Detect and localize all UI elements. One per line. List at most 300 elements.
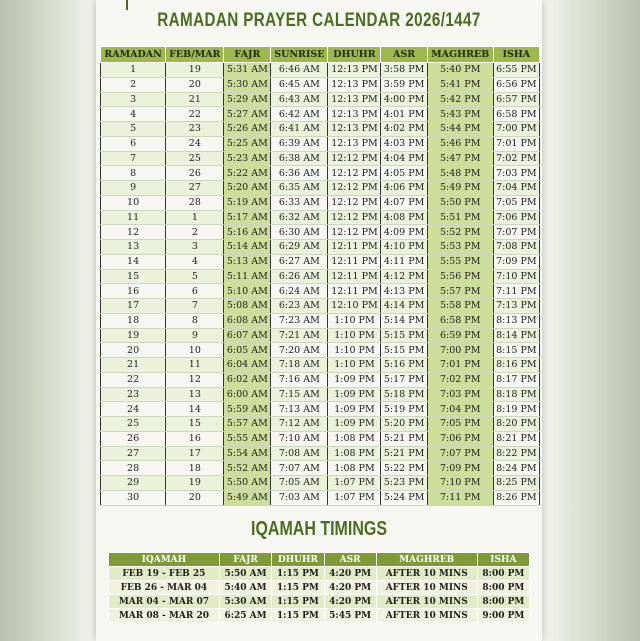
table-cell: 10 (166, 343, 224, 358)
table-cell: 19 (166, 63, 224, 78)
table-cell: 24 (101, 402, 166, 417)
table-cell: 12:13 PM (328, 77, 381, 92)
table-cell: 5:40 PM (427, 63, 493, 78)
table-cell: 5:53 PM (427, 240, 493, 255)
table-row (101, 328, 540, 343)
table-cell: 6:02 AM (224, 372, 271, 387)
table-cell: 12:12 PM (328, 181, 381, 196)
table-cell: 8:15 PM (493, 343, 539, 358)
table-cell: MAR 04 - MAR 07 (109, 595, 220, 609)
table-cell: 7:02 PM (427, 372, 493, 387)
table-row (101, 136, 540, 151)
table-cell: 8:17 PM (493, 372, 539, 387)
table-cell: 5:29 AM (224, 92, 271, 107)
table-cell: 6:05 AM (224, 343, 271, 358)
table-cell: 8:20 PM (493, 417, 539, 432)
table-cell: 7:00 PM (427, 343, 493, 358)
table-cell: 8:14 PM (493, 328, 539, 343)
table-cell: 6:55 PM (493, 63, 539, 78)
table-cell: 28 (101, 461, 166, 476)
table-cell: 4:20 PM (324, 595, 376, 609)
table-cell: 5:16 AM (224, 225, 271, 240)
table-cell: 5:14 PM (381, 313, 427, 328)
table-cell: 15 (101, 269, 166, 284)
table-cell: 5:13 AM (224, 254, 271, 269)
table-cell: 1:09 PM (328, 387, 381, 402)
table-cell: 8:16 PM (493, 358, 539, 373)
table-cell: 28 (166, 195, 224, 210)
table-cell: 12 (101, 225, 166, 240)
table-cell: 8 (101, 166, 166, 181)
table-cell: 5:15 PM (381, 328, 427, 343)
table-cell: 7:07 AM (271, 461, 328, 476)
table-cell: 25 (101, 417, 166, 432)
table-cell: 11 (166, 358, 224, 373)
table-cell: 8:22 PM (493, 446, 539, 461)
table-cell: 4:14 PM (381, 299, 427, 314)
table-cell: 22 (101, 372, 166, 387)
table-cell: 10 (101, 195, 166, 210)
table-cell: 8:21 PM (493, 431, 539, 446)
table-cell: 1:07 PM (328, 476, 381, 491)
table-cell: 7:04 PM (427, 402, 493, 417)
table-cell: 5:59 AM (224, 402, 271, 417)
table-cell: 4:05 PM (381, 166, 427, 181)
table-cell: 5:25 AM (224, 136, 271, 151)
table-cell: 6:46 AM (271, 63, 328, 78)
table-cell: 6:32 AM (271, 210, 328, 225)
table-cell: 4 (166, 254, 224, 269)
table-cell: 12:13 PM (328, 107, 381, 122)
table-cell: 5:21 PM (381, 431, 427, 446)
table-row (101, 490, 540, 505)
table-cell: 5:40 AM (219, 581, 271, 595)
table-cell: 25 (166, 151, 224, 166)
table-cell: 5:19 AM (224, 195, 271, 210)
table-cell: 4:11 PM (381, 254, 427, 269)
table-cell: 7 (166, 299, 224, 314)
table-row (101, 461, 540, 476)
table-header-row (101, 47, 540, 63)
column-header: FAJR (219, 553, 271, 567)
table-cell: 4:09 PM (381, 225, 427, 240)
table-cell: 8:26 PM (493, 490, 539, 505)
column-header: DHUHR (328, 47, 381, 63)
table-cell: 5:51 PM (427, 210, 493, 225)
table-cell: 1:15 PM (272, 595, 324, 609)
table-cell: 6:30 AM (271, 225, 328, 240)
table-row (101, 417, 540, 432)
table-cell: 5:17 AM (224, 210, 271, 225)
table-cell: 1:08 PM (328, 446, 381, 461)
table-cell: 5:24 PM (381, 490, 427, 505)
table-cell: FEB 19 - FEB 25 (109, 567, 220, 581)
table-cell: 7:06 PM (493, 210, 539, 225)
table-cell: 1:15 PM (272, 567, 324, 581)
table-row (101, 151, 540, 166)
table-cell: 6 (101, 136, 166, 151)
table-cell: 6:36 AM (271, 166, 328, 181)
table-cell: 23 (101, 387, 166, 402)
table-cell: 1:09 PM (328, 402, 381, 417)
table-row (101, 372, 540, 387)
table-cell: 5:57 PM (427, 284, 493, 299)
table-cell: 1:08 PM (328, 461, 381, 476)
table-row (101, 181, 540, 196)
table-cell: 6:39 AM (271, 136, 328, 151)
table-row (101, 431, 540, 446)
table-cell: 1:10 PM (328, 358, 381, 373)
table-cell: 4:12 PM (381, 269, 427, 284)
table-cell: 6:07 AM (224, 328, 271, 343)
table-cell: 7:01 PM (427, 358, 493, 373)
table-cell: 5 (101, 122, 166, 137)
table-cell: 8:18 PM (493, 387, 539, 402)
table-cell: 12:11 PM (328, 254, 381, 269)
table-cell: 4:10 PM (381, 240, 427, 255)
table-cell: 6:38 AM (271, 151, 328, 166)
table-cell: 12:11 PM (328, 269, 381, 284)
table-cell: 12:13 PM (328, 63, 381, 78)
table-cell: 20 (101, 343, 166, 358)
column-header: MAGHREB (427, 47, 493, 63)
table-cell: 5:11 AM (224, 269, 271, 284)
table-cell: AFTER 10 MINS (376, 595, 477, 609)
table-row (101, 92, 540, 107)
table-cell: 4:07 PM (381, 195, 427, 210)
table-cell: 16 (166, 431, 224, 446)
table-cell: 12:10 PM (328, 299, 381, 314)
table-cell: 7:20 AM (271, 343, 328, 358)
table-cell: 1:15 PM (272, 609, 324, 623)
table-cell: 26 (166, 166, 224, 181)
table-cell: 5:55 AM (224, 431, 271, 446)
table-cell: 9 (166, 328, 224, 343)
table-row (109, 595, 530, 609)
table-cell: 7:02 PM (493, 151, 539, 166)
table-cell: 8:25 PM (493, 476, 539, 491)
table-cell: 5:52 AM (224, 461, 271, 476)
table-row (101, 195, 540, 210)
table-cell: 5:48 PM (427, 166, 493, 181)
table-cell: 12:12 PM (328, 166, 381, 181)
table-cell: 7:08 PM (493, 240, 539, 255)
table-cell: 16 (101, 284, 166, 299)
table-cell: 14 (166, 402, 224, 417)
table-cell: 5:10 AM (224, 284, 271, 299)
table-cell: 12:12 PM (328, 210, 381, 225)
table-cell: 23 (166, 122, 224, 137)
table-cell: 7:05 AM (271, 476, 328, 491)
table-cell: 7 (101, 151, 166, 166)
table-cell: 5:15 PM (381, 343, 427, 358)
table-cell: AFTER 10 MINS (376, 581, 477, 595)
table-cell: 6:58 PM (427, 313, 493, 328)
table-cell: 1:10 PM (328, 328, 381, 343)
table-cell: 4:20 PM (324, 567, 376, 581)
table-cell: 6:35 AM (271, 181, 328, 196)
table-row (101, 77, 540, 92)
table-cell: 5:19 PM (381, 402, 427, 417)
table-header-row (109, 553, 530, 567)
table-row (101, 313, 540, 328)
table-cell: 12:11 PM (328, 284, 381, 299)
table-cell: 4:03 PM (381, 136, 427, 151)
table-cell: 5 (166, 269, 224, 284)
table-cell: 4:00 PM (381, 92, 427, 107)
table-cell: 5:18 PM (381, 387, 427, 402)
table-cell: 4 (101, 107, 166, 122)
table-cell: 5:30 AM (224, 77, 271, 92)
table-cell: 8:00 PM (477, 595, 529, 609)
table-cell: 8:00 PM (477, 567, 529, 581)
table-cell: AFTER 10 MINS (376, 609, 477, 623)
table-cell: 7:06 PM (427, 431, 493, 446)
table-cell: 5:45 PM (324, 609, 376, 623)
table-cell: 6:42 AM (271, 107, 328, 122)
table-cell: 4:06 PM (381, 181, 427, 196)
table-cell: 8:00 PM (477, 581, 529, 595)
table-cell: 5:50 PM (427, 195, 493, 210)
table-cell: 18 (166, 461, 224, 476)
table-cell: 6:04 AM (224, 358, 271, 373)
table-cell: 5:54 AM (224, 446, 271, 461)
table-row (101, 476, 540, 491)
column-header: ISHA (477, 553, 529, 567)
table-cell: 12 (166, 372, 224, 387)
leaf-icon (126, 0, 128, 10)
table-cell: 6:00 AM (224, 387, 271, 402)
column-header: ASR (324, 553, 376, 567)
table-cell: 7:07 PM (493, 225, 539, 240)
column-header: DHUHR (272, 553, 324, 567)
table-cell: 27 (166, 181, 224, 196)
table-cell: AFTER 10 MINS (376, 567, 477, 581)
table-cell: 5:23 PM (381, 476, 427, 491)
table-cell: 14 (101, 254, 166, 269)
table-row (101, 225, 540, 240)
table-cell: 5:55 PM (427, 254, 493, 269)
table-cell: 9 (101, 181, 166, 196)
table-cell: 5:41 PM (427, 77, 493, 92)
column-header: FEB/MAR (166, 47, 224, 63)
table-cell: 30 (101, 490, 166, 505)
table-cell: 7:10 PM (493, 269, 539, 284)
table-cell: 1:09 PM (328, 372, 381, 387)
column-header: FAJR (224, 47, 271, 63)
table-cell: 5:46 PM (427, 136, 493, 151)
table-cell: 13 (101, 240, 166, 255)
iqamah-table (108, 552, 530, 623)
table-row (101, 284, 540, 299)
table-cell: 5:26 AM (224, 122, 271, 137)
table-cell: 7:07 PM (427, 446, 493, 461)
table-cell: 3:59 PM (381, 77, 427, 92)
table-cell: 6:08 AM (224, 313, 271, 328)
table-row (101, 269, 540, 284)
table-cell: 6:58 PM (493, 107, 539, 122)
table-cell: 7:12 AM (271, 417, 328, 432)
calendar-sheet (96, 0, 542, 641)
table-cell: MAR 08 - MAR 20 (109, 609, 220, 623)
column-header: RAMADAN (101, 47, 166, 63)
table-cell: 19 (101, 328, 166, 343)
column-header: IQAMAH (109, 553, 220, 567)
table-row (101, 387, 540, 402)
table-cell: 5:52 PM (427, 225, 493, 240)
table-cell: 9:00 PM (477, 609, 529, 623)
table-cell: 5:50 AM (219, 567, 271, 581)
table-cell: 7:13 PM (493, 299, 539, 314)
table-cell: 7:13 AM (271, 402, 328, 417)
table-cell: 4:08 PM (381, 210, 427, 225)
table-cell: 7:04 PM (493, 181, 539, 196)
table-row (101, 299, 540, 314)
table-cell: 3:58 PM (381, 63, 427, 78)
table-cell: 5:49 PM (427, 181, 493, 196)
table-cell: 5:17 PM (381, 372, 427, 387)
table-cell: 5:23 AM (224, 151, 271, 166)
table-cell: 27 (101, 446, 166, 461)
table-cell: 7:21 AM (271, 328, 328, 343)
table-cell: 7:11 PM (427, 490, 493, 505)
table-cell: 5:20 AM (224, 181, 271, 196)
table-cell: 6:33 AM (271, 195, 328, 210)
table-cell: 12:13 PM (328, 122, 381, 137)
table-cell: 17 (166, 446, 224, 461)
table-cell: 1 (166, 210, 224, 225)
table-cell: 6:56 PM (493, 77, 539, 92)
table-cell: 5:50 AM (224, 476, 271, 491)
table-cell: 26 (101, 431, 166, 446)
table-cell: 1:09 PM (328, 417, 381, 432)
table-cell: 5:20 PM (381, 417, 427, 432)
table-cell: 20 (166, 77, 224, 92)
column-header: ASR (381, 47, 427, 63)
table-cell: 6:27 AM (271, 254, 328, 269)
table-cell: 7:03 PM (493, 166, 539, 181)
table-cell: 7:08 AM (271, 446, 328, 461)
table-cell: 5:16 PM (381, 358, 427, 373)
table-cell: 6:24 AM (271, 284, 328, 299)
table-cell: 4:04 PM (381, 151, 427, 166)
table-cell: 7:05 PM (493, 195, 539, 210)
table-row (101, 63, 540, 78)
table-cell: 5:58 PM (427, 299, 493, 314)
table-cell: 12:12 PM (328, 151, 381, 166)
table-cell: 12:13 PM (328, 136, 381, 151)
table-cell: 8:24 PM (493, 461, 539, 476)
column-header: SUNRISE (271, 47, 328, 63)
table-cell: 5:08 AM (224, 299, 271, 314)
table-cell: 7:09 PM (427, 461, 493, 476)
table-cell: 2 (166, 225, 224, 240)
page-title: RAMADAN PRAYER CALENDAR 2026/1447 (157, 10, 481, 31)
table-cell: 7:10 AM (271, 431, 328, 446)
table-row (101, 254, 540, 269)
table-cell: 5:43 PM (427, 107, 493, 122)
prayer-calendar-table (100, 46, 540, 506)
table-cell: 7:10 PM (427, 476, 493, 491)
table-cell: 7:11 PM (493, 284, 539, 299)
table-cell: 7:03 AM (271, 490, 328, 505)
table-row (101, 446, 540, 461)
table-cell: 21 (166, 92, 224, 107)
table-cell: 7:16 AM (271, 372, 328, 387)
table-row (109, 609, 530, 623)
table-cell: 12:12 PM (328, 225, 381, 240)
table-cell: 6 (166, 284, 224, 299)
table-cell: 8:13 PM (493, 313, 539, 328)
column-header: MAGHREB (376, 553, 477, 567)
table-cell: 5:42 PM (427, 92, 493, 107)
table-cell: 5:30 AM (219, 595, 271, 609)
table-row (101, 122, 540, 137)
table-cell: 7:09 PM (493, 254, 539, 269)
table-row (101, 210, 540, 225)
table-row (101, 343, 540, 358)
table-cell: 5:22 PM (381, 461, 427, 476)
table-row (101, 358, 540, 373)
table-cell: 13 (166, 387, 224, 402)
table-cell: 1:10 PM (328, 343, 381, 358)
iqamah-title: IQAMAH TIMINGS (251, 518, 387, 540)
table-cell: 6:43 AM (271, 92, 328, 107)
table-cell: 6:23 AM (271, 299, 328, 314)
table-cell: 3 (101, 92, 166, 107)
table-cell: 17 (101, 299, 166, 314)
table-cell: 5:56 PM (427, 269, 493, 284)
table-cell: 4:13 PM (381, 284, 427, 299)
table-cell: 11 (101, 210, 166, 225)
column-header: ISHA (493, 47, 539, 63)
table-cell: 22 (166, 107, 224, 122)
table-row (101, 107, 540, 122)
table-cell: 7:23 AM (271, 313, 328, 328)
table-cell: FEB 26 - MAR 04 (109, 581, 220, 595)
table-cell: 20 (166, 490, 224, 505)
table-cell: 5:44 PM (427, 122, 493, 137)
table-cell: 7:18 AM (271, 358, 328, 373)
table-cell: 7:05 PM (427, 417, 493, 432)
table-cell: 12:13 PM (328, 92, 381, 107)
table-cell: 6:57 PM (493, 92, 539, 107)
table-cell: 2 (101, 77, 166, 92)
table-cell: 12:11 PM (328, 240, 381, 255)
table-cell: 4:01 PM (381, 107, 427, 122)
table-cell: 12:12 PM (328, 195, 381, 210)
table-cell: 5:14 AM (224, 240, 271, 255)
table-cell: 4:02 PM (381, 122, 427, 137)
table-row (101, 402, 540, 417)
table-cell: 29 (101, 476, 166, 491)
table-row (101, 166, 540, 181)
table-cell: 3 (166, 240, 224, 255)
table-cell: 15 (166, 417, 224, 432)
table-cell: 1:08 PM (328, 431, 381, 446)
table-row (101, 240, 540, 255)
table-cell: 6:59 PM (427, 328, 493, 343)
table-cell: 7:00 PM (493, 122, 539, 137)
table-cell: 5:47 PM (427, 151, 493, 166)
table-cell: 5:57 AM (224, 417, 271, 432)
table-cell: 6:41 AM (271, 122, 328, 137)
table-cell: 5:31 AM (224, 63, 271, 78)
table-cell: 6:25 AM (219, 609, 271, 623)
table-cell: 5:49 AM (224, 490, 271, 505)
table-cell: 24 (166, 136, 224, 151)
table-cell: 19 (166, 476, 224, 491)
